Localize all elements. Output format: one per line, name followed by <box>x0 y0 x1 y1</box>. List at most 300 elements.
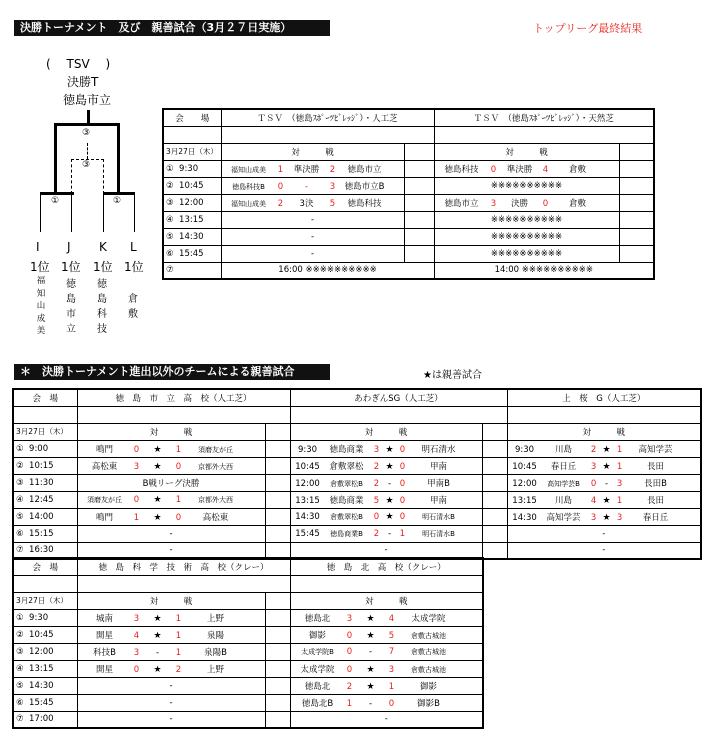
team: 徳島科技 <box>444 164 479 175</box>
match-cell <box>290 508 482 525</box>
date-row <box>13 423 701 440</box>
team: 京都外大西 <box>198 495 233 504</box>
page-title: 決勝トーナメント 及び 親善試合（3月２７日実施） <box>14 20 330 36</box>
mark: ★ <box>602 444 611 455</box>
friendly-table-bottom <box>12 557 484 729</box>
team: 甲南 <box>430 495 448 506</box>
slot-no: ⑥ <box>16 528 24 539</box>
score: 1 <box>175 444 182 455</box>
time: 12:00 <box>512 478 537 489</box>
team-char: 科 <box>97 309 107 320</box>
time: 13:15 <box>295 495 320 506</box>
team: 徳島科技B <box>232 182 265 191</box>
team: 上野 <box>206 613 224 624</box>
score: 3 <box>133 461 140 472</box>
team-char: 敷 <box>128 309 138 320</box>
slot-no: ⑤ <box>16 511 24 522</box>
match-cell <box>290 694 483 711</box>
time: 10:45 <box>512 461 537 472</box>
spacer-cell <box>265 474 290 491</box>
slot-time <box>13 626 77 643</box>
time: 14:30 <box>295 511 320 522</box>
score: 0 <box>399 461 406 472</box>
slot-time <box>163 262 221 279</box>
bracket-round-1b: ① <box>113 196 122 206</box>
venue-b: ＴＳＶ （徳島ｽﾎﾟｰﾂﾋﾞﾚｯｼﾞ）・天然芝 <box>434 109 654 126</box>
time: 15:15 <box>29 528 54 539</box>
match-cell <box>290 525 482 542</box>
score: 2 <box>175 664 182 675</box>
mark: - <box>155 647 160 658</box>
match-b: ※※※※※※※※※※ <box>434 177 619 194</box>
slot-no: ② <box>16 629 24 640</box>
team: 倉敷古城池 <box>411 647 447 656</box>
round: - <box>304 181 309 192</box>
score: 1 <box>399 528 406 539</box>
friendly-bottom-rows <box>13 609 483 728</box>
slot-time <box>13 508 77 525</box>
team: 倉敷古城池 <box>411 631 447 640</box>
venue-2: あわぎんSG（人工芝） <box>290 389 507 406</box>
match-a: 16:00 ※※※※※※※※※※ <box>221 262 434 279</box>
team: 長田B <box>644 478 667 489</box>
table-row <box>13 694 483 711</box>
score: 2 <box>373 461 380 472</box>
score: 0 <box>590 478 597 489</box>
bracket-line <box>71 192 72 232</box>
match-cell: B戦リーグ決勝 <box>77 474 265 491</box>
time: 13:15 <box>179 214 204 225</box>
venue-a: ＴＳＶ （徳島ｽﾎﾟｰﾂﾋﾞﾚｯｼﾞ）・人工芝 <box>221 109 434 126</box>
mark: ★ <box>153 461 162 472</box>
match-a <box>221 160 404 177</box>
mark: ★ <box>385 461 394 472</box>
spacer-cell <box>265 508 290 525</box>
slot-letter-j: J <box>67 240 71 254</box>
match-cell <box>290 643 483 660</box>
mark: ★ <box>153 494 162 505</box>
team: 高知学芸 <box>638 444 673 455</box>
team: 明石清水 <box>421 444 456 455</box>
time: 10:15 <box>29 460 54 471</box>
slot-team-l <box>126 292 140 322</box>
team: 甲南B <box>427 478 450 489</box>
team: 明石清水B <box>422 512 455 521</box>
score: 2 <box>277 198 284 209</box>
slot-time <box>13 677 77 694</box>
bracket-line <box>103 192 104 232</box>
top-league-result-link: トップリーグ最終結果 <box>533 22 643 35</box>
team: 甲南 <box>430 461 448 472</box>
match-cell: - <box>77 542 265 559</box>
slot-no: ⑤ <box>166 231 174 242</box>
spacer-cell <box>482 457 507 474</box>
team: 太成学院B <box>301 647 334 656</box>
bracket-line <box>71 159 72 194</box>
time: 15:45 <box>295 528 320 539</box>
mark: ★ <box>385 511 394 522</box>
score: 4 <box>590 495 597 506</box>
team-char: 立 <box>66 324 76 335</box>
time: 9:30 <box>514 444 535 455</box>
team: 徳島商業 <box>329 495 364 506</box>
table-row <box>13 508 701 525</box>
slot-no: ⑦ <box>16 714 24 725</box>
team: 泉陽 <box>206 630 224 641</box>
match-cell <box>507 457 701 474</box>
team: 福知山成美 <box>231 199 266 208</box>
team: 春日丘 <box>642 512 669 523</box>
spacer-cell <box>265 440 290 457</box>
match-b <box>434 194 619 211</box>
score: 5 <box>373 495 380 506</box>
table-row <box>13 525 701 542</box>
match-cell <box>507 508 701 525</box>
team: 倉敷古城池 <box>411 665 447 674</box>
score: 0 <box>399 478 406 489</box>
slot-time <box>163 245 221 262</box>
spacer-cell <box>265 609 290 626</box>
bracket-line <box>117 123 120 193</box>
mark: ★ <box>385 495 394 506</box>
slot-rank: 1位 <box>61 260 81 274</box>
slot-no: ③ <box>16 646 24 657</box>
match-cell <box>290 474 482 491</box>
bracket-line <box>54 123 120 126</box>
score: 3 <box>590 461 597 472</box>
team: 太成学院 <box>300 664 335 675</box>
blank-row <box>13 575 483 592</box>
match-b: ※※※※※※※※※※ <box>434 228 619 245</box>
match-cell <box>507 491 701 508</box>
score: 2 <box>373 478 380 489</box>
team: 徳島商業B <box>330 529 363 538</box>
spacer-cell <box>482 491 507 508</box>
score: 3 <box>133 613 140 624</box>
match-cell <box>290 457 482 474</box>
team-char: 知 <box>36 288 46 299</box>
slot-time <box>13 694 77 711</box>
slot-team-j <box>64 277 78 337</box>
match-cell: - <box>290 542 482 559</box>
team: 高知学芸B <box>547 479 580 488</box>
bracket-line <box>103 159 104 194</box>
team: 京都外大西 <box>198 462 233 471</box>
vs-label: 対 戦 <box>434 143 619 160</box>
round: 準決勝 <box>293 164 320 175</box>
mark: - <box>387 478 392 489</box>
team: 長田 <box>647 461 665 472</box>
bracket-line <box>54 123 57 193</box>
date-row <box>13 592 483 609</box>
bracket-line <box>87 143 88 159</box>
match-cell <box>77 508 265 525</box>
score: 1 <box>388 681 395 692</box>
team: 倉敷翠松B <box>330 512 363 521</box>
match-cell <box>290 491 482 508</box>
score: 1 <box>346 698 353 709</box>
slot-no: ⑦ <box>16 545 24 556</box>
time: 9:00 <box>29 443 49 454</box>
time: 12:00 <box>295 478 320 489</box>
match-cell <box>77 660 265 677</box>
score: 0 <box>346 630 353 641</box>
slot-time <box>163 177 221 194</box>
match-a: - <box>221 228 404 245</box>
match-a: - <box>221 245 404 262</box>
team: 高知学芸 <box>546 512 581 523</box>
team: 開星 <box>95 630 113 641</box>
mark: ★ <box>366 681 375 692</box>
slot-team-i <box>34 275 48 338</box>
mark: ★ <box>153 630 162 641</box>
score: 0 <box>133 494 140 505</box>
venue-label: 会 場 <box>13 558 77 575</box>
slot-no: ④ <box>166 214 174 225</box>
slot-rank: 1位 <box>124 260 144 274</box>
time: 15:45 <box>29 697 54 708</box>
mark: - <box>368 698 373 709</box>
friendly-table-top <box>12 388 702 560</box>
match-cell <box>290 609 483 626</box>
match-cell <box>290 626 483 643</box>
match-cell <box>290 660 483 677</box>
team: 御影 <box>309 630 327 641</box>
slot-no: ② <box>166 180 174 191</box>
spacer-cell <box>265 491 290 508</box>
mark: ★ <box>602 461 611 472</box>
table-row <box>163 177 654 194</box>
mark: ★ <box>153 512 162 523</box>
score: 5 <box>329 198 336 209</box>
match-cell: - <box>290 711 483 728</box>
slot-time <box>13 474 77 491</box>
match-b <box>434 160 619 177</box>
team: 明石清水B <box>422 529 455 538</box>
slot-no: ① <box>16 443 24 454</box>
mark: - <box>387 528 392 539</box>
spacer-cell <box>482 474 507 491</box>
slot-time <box>13 609 77 626</box>
slot-time <box>13 525 77 542</box>
slot-time <box>13 643 77 660</box>
slot-time <box>13 440 77 457</box>
score: 1 <box>616 444 623 455</box>
time: 14:00 <box>29 511 54 522</box>
score: 3 <box>616 512 623 523</box>
slot-no: ③ <box>166 197 174 208</box>
slot-no: ③ <box>16 477 24 488</box>
time: 15:45 <box>179 248 204 259</box>
team-char: 技 <box>97 324 107 335</box>
score: 1 <box>277 164 284 175</box>
venue-2: 徳 島 北 高 校（クレー） <box>290 558 483 575</box>
team: 鳴門 <box>95 512 113 523</box>
score: 0 <box>277 181 284 192</box>
score: 0 <box>542 198 549 209</box>
venue-1: 徳 島 科 学 技 術 高 校（クレー） <box>77 558 290 575</box>
score: 3 <box>388 664 395 675</box>
team: 科技B <box>93 647 116 658</box>
spacer-cell <box>265 660 290 677</box>
round: 準決勝 <box>506 164 533 175</box>
section-friendly-title: ＊ 決勝トーナメント進出以外のチームによる親善試合 <box>14 364 330 380</box>
team: 城南 <box>95 613 113 624</box>
table-row <box>163 160 654 177</box>
team: 倉敷 <box>569 164 587 175</box>
venue-3: 上 桜 G（人工芝） <box>507 389 701 406</box>
slot-no: ⑦ <box>166 265 174 276</box>
time: 13:15 <box>512 495 537 506</box>
match-cell: - <box>77 525 265 542</box>
match-cell <box>507 474 701 491</box>
match-cell <box>77 609 265 626</box>
score: 1 <box>175 494 182 505</box>
score: 4 <box>133 630 140 641</box>
time: 14:30 <box>512 512 537 523</box>
team: 高松東 <box>91 461 118 472</box>
score: 0 <box>133 664 140 675</box>
score: 2 <box>590 444 597 455</box>
match-cell: - <box>507 525 701 542</box>
blank-row <box>163 126 654 143</box>
mark: ★ <box>153 613 162 624</box>
score: 0 <box>175 461 182 472</box>
score: 3 <box>616 478 623 489</box>
bracket-final-label: 決勝T <box>67 75 99 89</box>
bracket-line <box>40 192 41 232</box>
slot-time <box>163 211 221 228</box>
team: 川島 <box>555 444 573 455</box>
slot-rank: 1位 <box>93 260 113 274</box>
match-a: - <box>221 211 404 228</box>
match-a <box>221 177 404 194</box>
team: 鳴門 <box>95 444 113 455</box>
score: 1 <box>175 613 182 624</box>
slot-time <box>13 711 77 728</box>
vs-label: 対 戦 <box>290 592 483 609</box>
score: 3 <box>590 512 597 523</box>
slot-no: ⑥ <box>166 248 174 259</box>
bracket-line <box>134 192 135 232</box>
table-row <box>13 474 701 491</box>
match-cell <box>77 457 265 474</box>
vs-label: 対 戦 <box>221 143 404 160</box>
team: 徳島北 <box>304 613 331 624</box>
match-cell <box>77 626 265 643</box>
team-char: 成 <box>36 313 46 324</box>
score: 1 <box>175 630 182 641</box>
vs-label: 対 戦 <box>507 423 701 440</box>
bracket-round-1a: ① <box>51 196 60 206</box>
vs-label: 対 戦 <box>77 423 265 440</box>
match-date: 3月27日（木） <box>13 592 77 609</box>
score: 0 <box>399 495 406 506</box>
spacer-cell <box>265 677 290 694</box>
score: 3 <box>490 198 497 209</box>
blank-row <box>13 406 701 423</box>
time: 12:00 <box>29 646 54 657</box>
slot-no: ① <box>166 163 174 174</box>
team: 高松東 <box>202 512 229 523</box>
match-b: ※※※※※※※※※※ <box>434 245 619 262</box>
match-cell <box>290 677 483 694</box>
mark: ★ <box>153 664 162 675</box>
table-header-row <box>13 389 701 406</box>
team-char: 市 <box>66 309 76 320</box>
match-cell <box>77 643 265 660</box>
time: 13:15 <box>29 663 54 674</box>
team: 須磨友が丘 <box>198 445 233 454</box>
score: 1 <box>616 461 623 472</box>
match-cell: - <box>507 542 701 559</box>
mark: ★ <box>366 630 375 641</box>
mark: - <box>604 478 609 489</box>
spacer-cell <box>265 457 290 474</box>
table-row <box>13 711 483 728</box>
team-char: 福 <box>36 276 46 286</box>
team: 開星 <box>95 664 113 675</box>
time: 11:30 <box>29 477 54 488</box>
table-row <box>13 677 483 694</box>
table-row <box>163 211 654 228</box>
time: 10:45 <box>179 180 204 191</box>
table-header-row <box>13 558 483 575</box>
spacer-cell <box>482 525 507 542</box>
slot-time <box>13 491 77 508</box>
time: 9:30 <box>179 163 199 174</box>
match-date: 3月27日（木） <box>163 143 221 160</box>
team-char: 倉 <box>128 294 138 305</box>
mark: ★ <box>385 444 394 455</box>
time: 9:30 <box>29 612 49 623</box>
score: 0 <box>399 511 406 522</box>
match-cell <box>507 440 701 457</box>
mark: ★ <box>602 512 611 523</box>
team: 徳島市立 <box>347 164 382 175</box>
spacer-cell <box>265 626 290 643</box>
match-cell: - <box>77 677 265 694</box>
bracket-round-3a: ③ <box>82 128 91 138</box>
team: 徳島科技 <box>347 198 382 209</box>
spacer-cell <box>482 440 507 457</box>
score: 0 <box>133 444 140 455</box>
slot-time <box>163 194 221 211</box>
time: 10:45 <box>295 461 320 472</box>
team-char: 山 <box>36 301 46 311</box>
table-row <box>13 626 483 643</box>
time: 12:00 <box>179 197 204 208</box>
score: 2 <box>329 164 336 175</box>
match-b: ※※※※※※※※※※ <box>434 211 619 228</box>
mark: ★ <box>366 613 375 624</box>
slot-time <box>13 660 77 677</box>
team: 太成学院 <box>411 613 446 624</box>
score: 0 <box>490 164 497 175</box>
team: 上野 <box>206 664 224 675</box>
score: 5 <box>388 630 395 641</box>
score: 1 <box>175 647 182 658</box>
slot-no: ④ <box>16 494 24 505</box>
bracket-champion: 徳島市立 <box>63 93 112 107</box>
score: 0 <box>175 512 182 523</box>
round: 3決 <box>299 198 314 209</box>
team: 倉敷翠松B <box>330 479 363 488</box>
team: 御影B <box>417 698 440 709</box>
table-row <box>163 228 654 245</box>
match-b: 14:00 ※※※※※※※※※※ <box>434 262 654 279</box>
table-row <box>163 262 654 279</box>
